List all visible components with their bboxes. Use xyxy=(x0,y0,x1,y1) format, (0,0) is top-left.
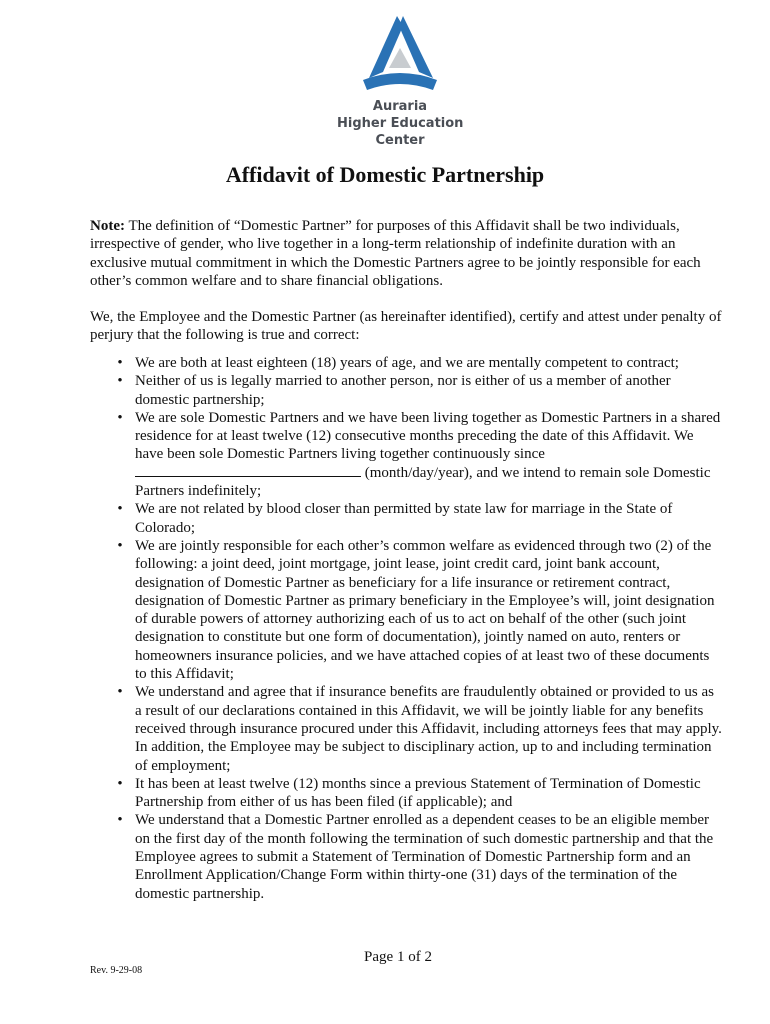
bullet-icon: • xyxy=(117,373,123,390)
list-item xyxy=(90,500,722,537)
list-item xyxy=(90,372,722,409)
list-item xyxy=(90,683,722,774)
list-item-text: We are not related by blood closer than permitted by state law for marriage in the State of Colorado; xyxy=(135,501,673,536)
list-item-text: Neither of us is legally married to another person, nor is either of us a member of another domestic partnership; xyxy=(135,373,671,408)
date-blank-field[interactable] xyxy=(135,464,361,477)
list-item-text: We are jointly responsible for each other’s common welfare as evidenced through two (2) of the following: a joint deed, joint mortgage, joint lease, joint credit card, joint bank account, designation of Domestic Partner as beneficiary for a life insurance or retirement contract, designation of Domestic Partner as primary beneficiary in the Employee’s will, joint designation of durable powers of attorney authorizing each of us to act on behalf of the other (such joint designation to constitute but one form of documentation), jointly named on auto, renters or homeowners insurance policies, and we have attached copies of at least two of these documents to this Affidavit; xyxy=(135,537,715,683)
bullet-icon: • xyxy=(117,409,123,426)
list-item xyxy=(90,409,722,500)
bullet-icon: • xyxy=(117,355,123,371)
note-lead: Note: xyxy=(90,218,125,234)
logo-wordmark xyxy=(337,98,463,149)
list-item-text: We are both at least eighteen (18) years of age, and we are mentally competent to contract; xyxy=(135,355,679,371)
note-text: The definition of “Domestic Partner” for purposes of this Affidavit shall be two individuals, irrespective of gender, who live together in a long-term relationship of indefinite duration with an exclusive mutual commitment in which the Domestic Partners agree to be jointly responsible for each other’s common welfare and to share financial obligations. xyxy=(90,218,701,289)
logo-line-2: Higher Education xyxy=(337,116,464,131)
declarations-list xyxy=(90,354,722,903)
document-title: Affidavit of Domestic Partnership xyxy=(225,162,545,187)
bullet-icon: • xyxy=(117,684,123,701)
logo-line-1: Auraria xyxy=(372,99,428,114)
list-item-text: (month/day/year), and we intend to remain sole Domestic Partners indefinitely; xyxy=(135,464,711,500)
auraria-triangle-icon xyxy=(357,14,443,96)
page-number: Page 1 of 2 xyxy=(364,949,432,965)
logo-line-3: Center xyxy=(375,133,425,148)
list-item xyxy=(90,354,722,372)
bullet-icon: • xyxy=(117,537,123,554)
organization-logo xyxy=(337,14,463,146)
revision-label: Rev. 9-29-08 xyxy=(90,965,143,976)
bullet-icon: • xyxy=(117,501,123,518)
list-item-text: We understand that a Domestic Partner enrolled as a dependent ceases to be an eligible member on the first day of the month following the termination of such domestic partnership and that the Employee agrees to submit a Statement of Termination of Domestic Partnership form and an Enrollment Application/Change Form within thirty-one (31) days of the termination of the domestic partnership. xyxy=(135,812,714,902)
bullet-icon: • xyxy=(117,812,123,829)
intro-paragraph: We, the Employee and the Domestic Partner (as hereinafter identified), certify and attest under penalty of perjury that the following is true and correct: xyxy=(90,309,722,344)
list-item xyxy=(90,811,722,902)
list-item-text: We are sole Domestic Partners and we have been living together as Domestic Partners in a shared residence for at least twelve (12) consecutive months preceding the date of this Affidavit. We have been sole Domestic Partners living together continuously since xyxy=(135,409,721,463)
list-item-text: We understand and agree that if insurance benefits are fraudulently obtained or provided to us as a result of our declarations contained in this Affidavit, we will be jointly liable for any benefits received through insurance procured under this Affidavit, including attorneys fees that may apply. In addition, the Employee may be subject to disciplinary action, up to and including termination of employment; xyxy=(135,684,722,774)
list-item xyxy=(90,537,722,683)
list-item-text: It has been at least twelve (12) months since a previous Statement of Termination of Domestic Partnership from either of us has been filed (if applicable); and xyxy=(135,775,701,811)
list-item xyxy=(90,775,722,812)
note-paragraph xyxy=(90,217,722,290)
bullet-icon: • xyxy=(117,775,123,792)
